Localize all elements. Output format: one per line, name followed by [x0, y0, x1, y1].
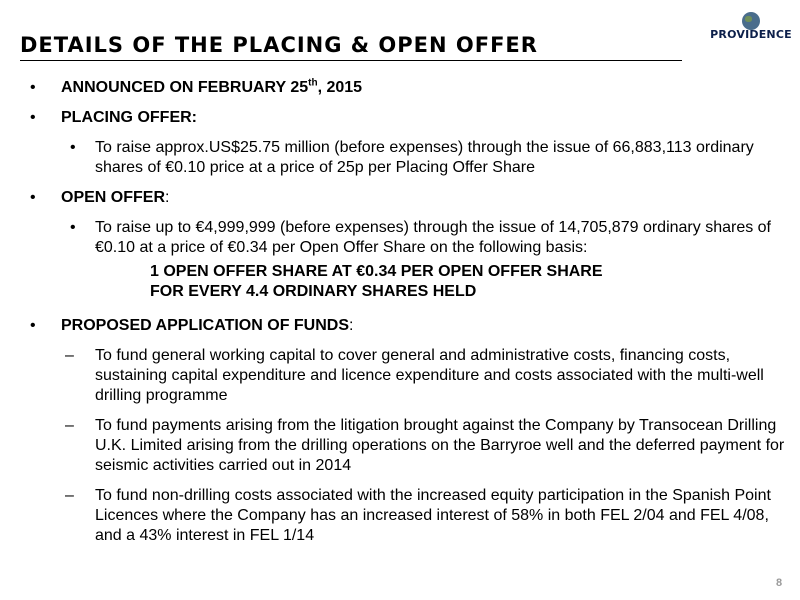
slide-content — [0, 78, 800, 556]
open-item: To raise up to €4,999,999 (before expenses) through the issue of 14,705,879 ordinary shares of €0.10 at a price of €0.34 per Open Offer Share on the following basis: — [95, 219, 771, 256]
funds-item — [0, 486, 800, 546]
bullet-announced — [0, 78, 800, 98]
funds-heading-colon: : — [349, 317, 354, 334]
announced-text: ANNOUNCED ON FEBRUARY 25th, 2015 — [61, 77, 363, 96]
providence-logo — [708, 12, 794, 52]
placing-item: To raise approx.US$25.75 million (before expenses) through the issue of 66,883,113 ordinary shares of €0.10 price at a price of 25p per Placing Offer Share — [95, 139, 754, 176]
funds-heading: PROPOSED APPLICATION OF FUNDS — [61, 317, 350, 334]
open-heading-colon: : — [165, 189, 170, 206]
bullet-marker: • — [30, 79, 36, 96]
page-number: 8 — [776, 577, 783, 589]
placing-heading: PLACING OFFER: — [61, 109, 197, 126]
bullet-marker: • — [30, 317, 36, 334]
sub-bullet-marker: • — [70, 219, 76, 236]
bullet-open-heading — [0, 188, 800, 208]
open-heading: OPEN OFFER — [61, 189, 166, 206]
dash-marker: – — [65, 347, 74, 364]
dash-marker: – — [65, 487, 74, 504]
bullet-marker: • — [30, 189, 36, 206]
funds-item-text: To fund payments arising from the litigation brought against the Company by Transocean Drilling U.K. Limited arising from the drilling operations on the Barryroe well and the deferred payment for seismic activities carried out in 2014 — [95, 417, 785, 474]
sub-bullet-placing — [0, 138, 800, 178]
basis-line-1: 1 OPEN OFFER SHARE AT €0.34 PER OPEN OFFER SHARE — [150, 263, 603, 280]
title-divider — [20, 60, 682, 61]
bullet-marker: • — [30, 109, 36, 126]
page-title: DETAILS OF THE PLACING & OPEN OFFER — [20, 33, 538, 57]
sub-bullet-open — [0, 218, 800, 258]
announced-superscript: th — [308, 77, 318, 89]
logo-text: PROVIDENCE — [710, 28, 792, 41]
sub-bullet-marker: • — [70, 139, 76, 156]
basis-line-2: FOR EVERY 4.4 ORDINARY SHARES HELD — [150, 283, 477, 300]
funds-item — [0, 346, 800, 406]
funds-item-text: To fund general working capital to cover general and administrative costs, financing costs, sustaining capital expenditure and licence expenditure and costs associated with the multi-well drilling programme — [95, 347, 764, 404]
open-offer-basis — [0, 262, 800, 302]
funds-item — [0, 416, 800, 476]
funds-item-text: To fund non-drilling costs associated with the increased equity participation in the Spanish Point Licences where the Company has an increased interest of 58% in both FEL 2/04 and FEL 4/08, and a 43% interest in FEL 1/14 — [95, 487, 771, 544]
dash-marker: – — [65, 417, 74, 434]
bullet-funds-heading — [0, 316, 800, 336]
bullet-placing-heading — [0, 108, 800, 128]
